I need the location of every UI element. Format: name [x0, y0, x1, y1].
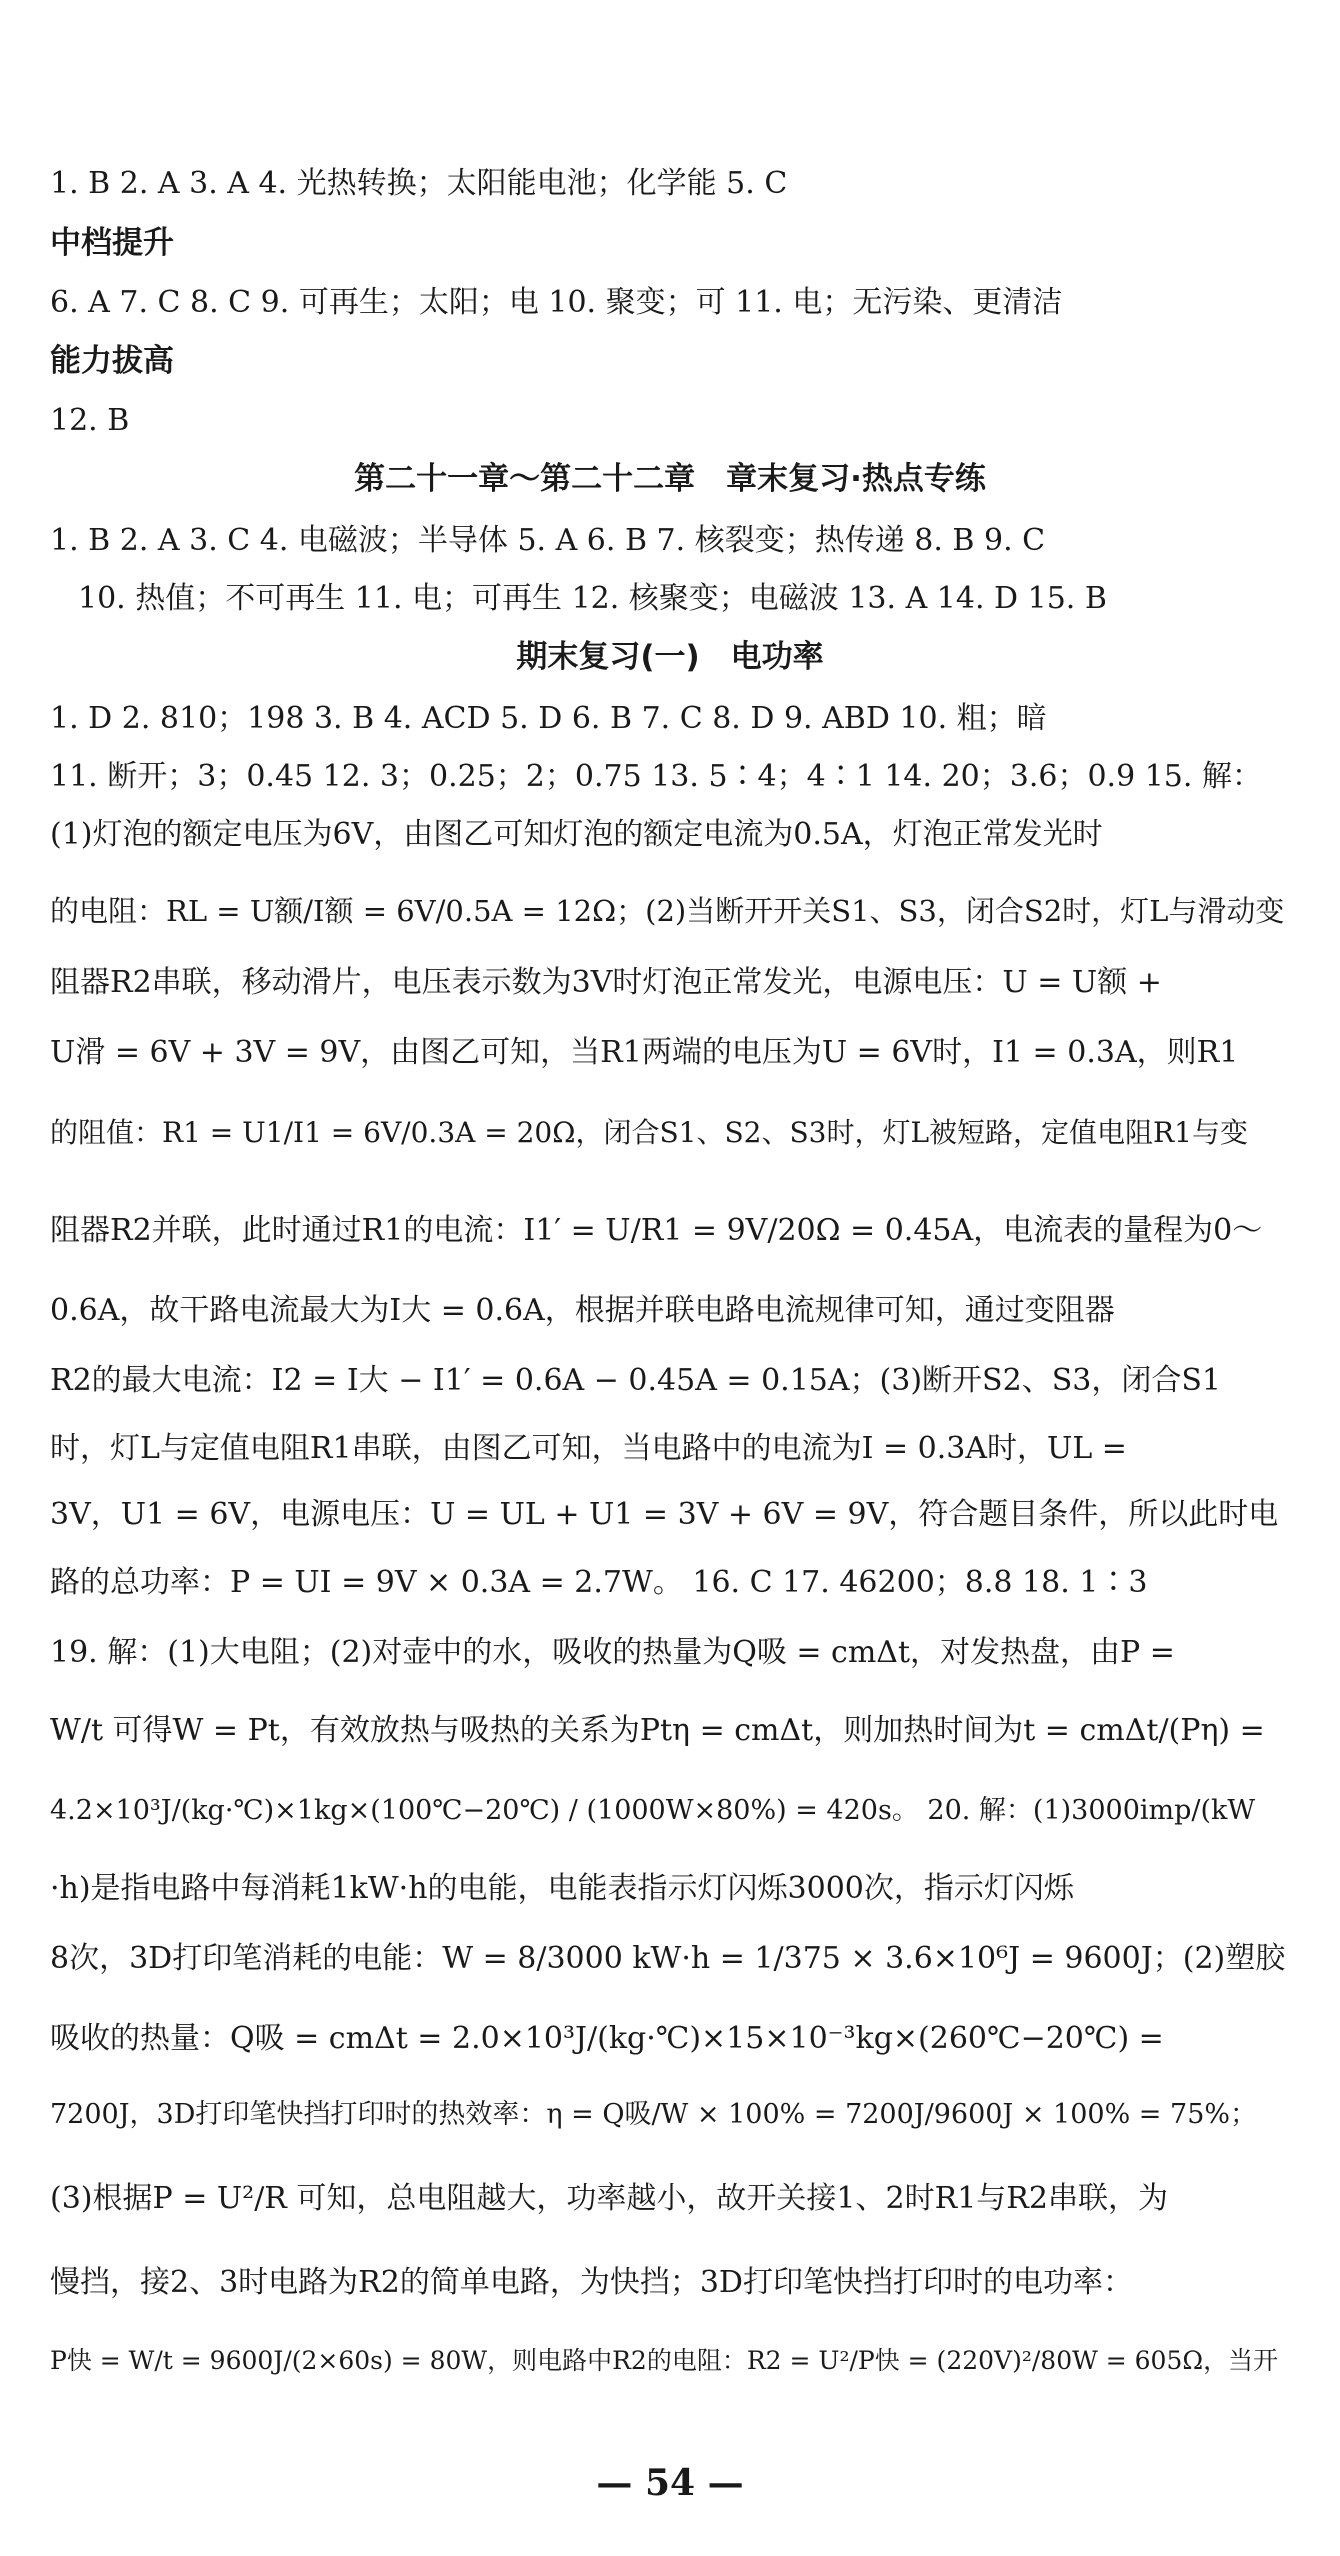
answer-line: 1. D 2. 810；198 3. B 4. ACD 5. D 6. B 7. C 8. D 9. ABD 10. 粗；暗 [50, 701, 1047, 736]
answer-line: R2的最大电流：I2 = I大 − I1′ = 0.6A − 0.45A = 0.15A；(3)断开S2、S3，闭合S1 [50, 1363, 1221, 1398]
answer-line: 1. B 2. A 3. C 4. 电磁波；半导体 5. A 6. B 7. 核裂变；热传递 8. B 9. C [50, 523, 1046, 558]
answer-line: 4.2×10³J/(kg·℃)×1kg×(100℃−20℃) / (1000W×80%) = 420s。 20. 解：(1)3000imp/(kW [50, 1795, 1256, 1826]
answer-line: U滑 = 6V + 3V = 9V，由图乙可知，当R1两端的电压为U = 6V时，I1 = 0.3A，则R1 [50, 1035, 1239, 1070]
answer-line: W/t 可得W = Pt，有效放热与吸热的关系为Ptη = cmΔt，则加热时间为t = cmΔt/(Pη) = [50, 1713, 1265, 1748]
section-heading: 能力拔高 [50, 343, 174, 379]
answer-line: 阻器R2串联，移动滑片，电压表示数为3V时灯泡正常发光，电源电压：U = U额 + [50, 965, 1162, 1000]
page-number: — 54 — [596, 2462, 744, 2504]
answer-line: 12. B [50, 403, 130, 438]
answer-line: 吸收的热量：Q吸 = cmΔt = 2.0×10³J/(kg·℃)×15×10⁻³kg×(260℃−20℃) = [50, 2021, 1164, 2056]
answer-line: (1)灯泡的额定电压为6V，由图乙可知灯泡的额定电流为0.5A，灯泡正常发光时 [50, 817, 1103, 852]
answer-line: 8次，3D打印笔消耗的电能：W = 8/3000 kW·h = 1/375 × 3.6×10⁶J = 9600J；(2)塑胶 [50, 1941, 1286, 1976]
answer-line: 3V，U1 = 6V，电源电压：U = UL + U1 = 3V + 6V = 9V，符合题目条件，所以此时电 [50, 1497, 1279, 1532]
answer-line: ·h)是指电路中每消耗1kW·h的电能，电能表指示灯闪烁3000次，指示灯闪烁 [50, 1871, 1074, 1906]
answer-line: 0.6A，故干路电流最大为I大 = 0.6A，根据并联电路电流规律可知，通过变阻器 [50, 1293, 1115, 1328]
answer-line: P快 = W/t = 9600J/(2×60s) = 80W，则电路中R2的电阻：R2 = U²/P快 = (220V)²/80W = 605Ω，当开 [50, 2346, 1279, 2375]
answer-line: 11. 断开；3；0.45 12. 3；0.25；2；0.75 13. 5∶4；4∶1 14. 20；3.6；0.9 15. 解： [50, 759, 1262, 794]
answer-line: 10. 热值；不可再生 11. 电；可再生 12. 核聚变；电磁波 13. A 14. D 15. B [78, 581, 1107, 616]
answer-line: 阻器R2并联，此时通过R1的电流：I1′ = U/R1 = 9V/20Ω = 0.45A，电流表的量程为0～ [50, 1213, 1263, 1248]
answer-line: 慢挡，接2、3时电路为R2的简单电路，为快挡；3D打印笔快挡打印时的电功率： [50, 2265, 1133, 2300]
answer-line: 路的总功率：P = UI = 9V × 0.3A = 2.7W。 16. C 17. 46200；8.8 18. 1∶3 [50, 1565, 1148, 1600]
chapter-title: 期末复习(一) 电功率 [516, 639, 824, 675]
answer-line: (3)根据P = U²/R 可知，总电阻越大，功率越小，故开关接1、2时R1与R2串联，为 [50, 2181, 1168, 2216]
section-heading: 中档提升 [50, 225, 174, 261]
answer-line: 的电阻：RL = U额/I额 = 6V/0.5A = 12Ω；(2)当断开开关S1、S3，闭合S2时，灯L与滑动变 [50, 894, 1285, 928]
answer-line: 7200J，3D打印笔快挡打印时的热效率：η = Q吸/W × 100% = 7200J/9600J × 100% = 75%； [50, 2099, 1258, 2130]
chapter-title: 第二十一章～第二十二章 章末复习·热点专练 [354, 461, 986, 497]
answer-line: 的阻值：R1 = U1/I1 = 6V/0.3A = 20Ω，闭合S1、S2、S3时，灯L被短路，定值电阻R1与变 [50, 1116, 1248, 1149]
answer-line: 1. B 2. A 3. A 4. 光热转换；太阳能电池；化学能 5. C [50, 166, 788, 201]
answer-line: 19. 解：(1)大电阻；(2)对壶中的水，吸收的热量为Q吸 = cmΔt，对发热盘，由P = [50, 1635, 1175, 1670]
answer-line: 6. A 7. C 8. C 9. 可再生；太阳；电 10. 聚变；可 11. 电；无污染、更清洁 [50, 285, 1063, 320]
answer-line: 时，灯L与定值电阻R1串联，由图乙可知，当电路中的电流为I = 0.3A时，UL = [50, 1431, 1127, 1466]
